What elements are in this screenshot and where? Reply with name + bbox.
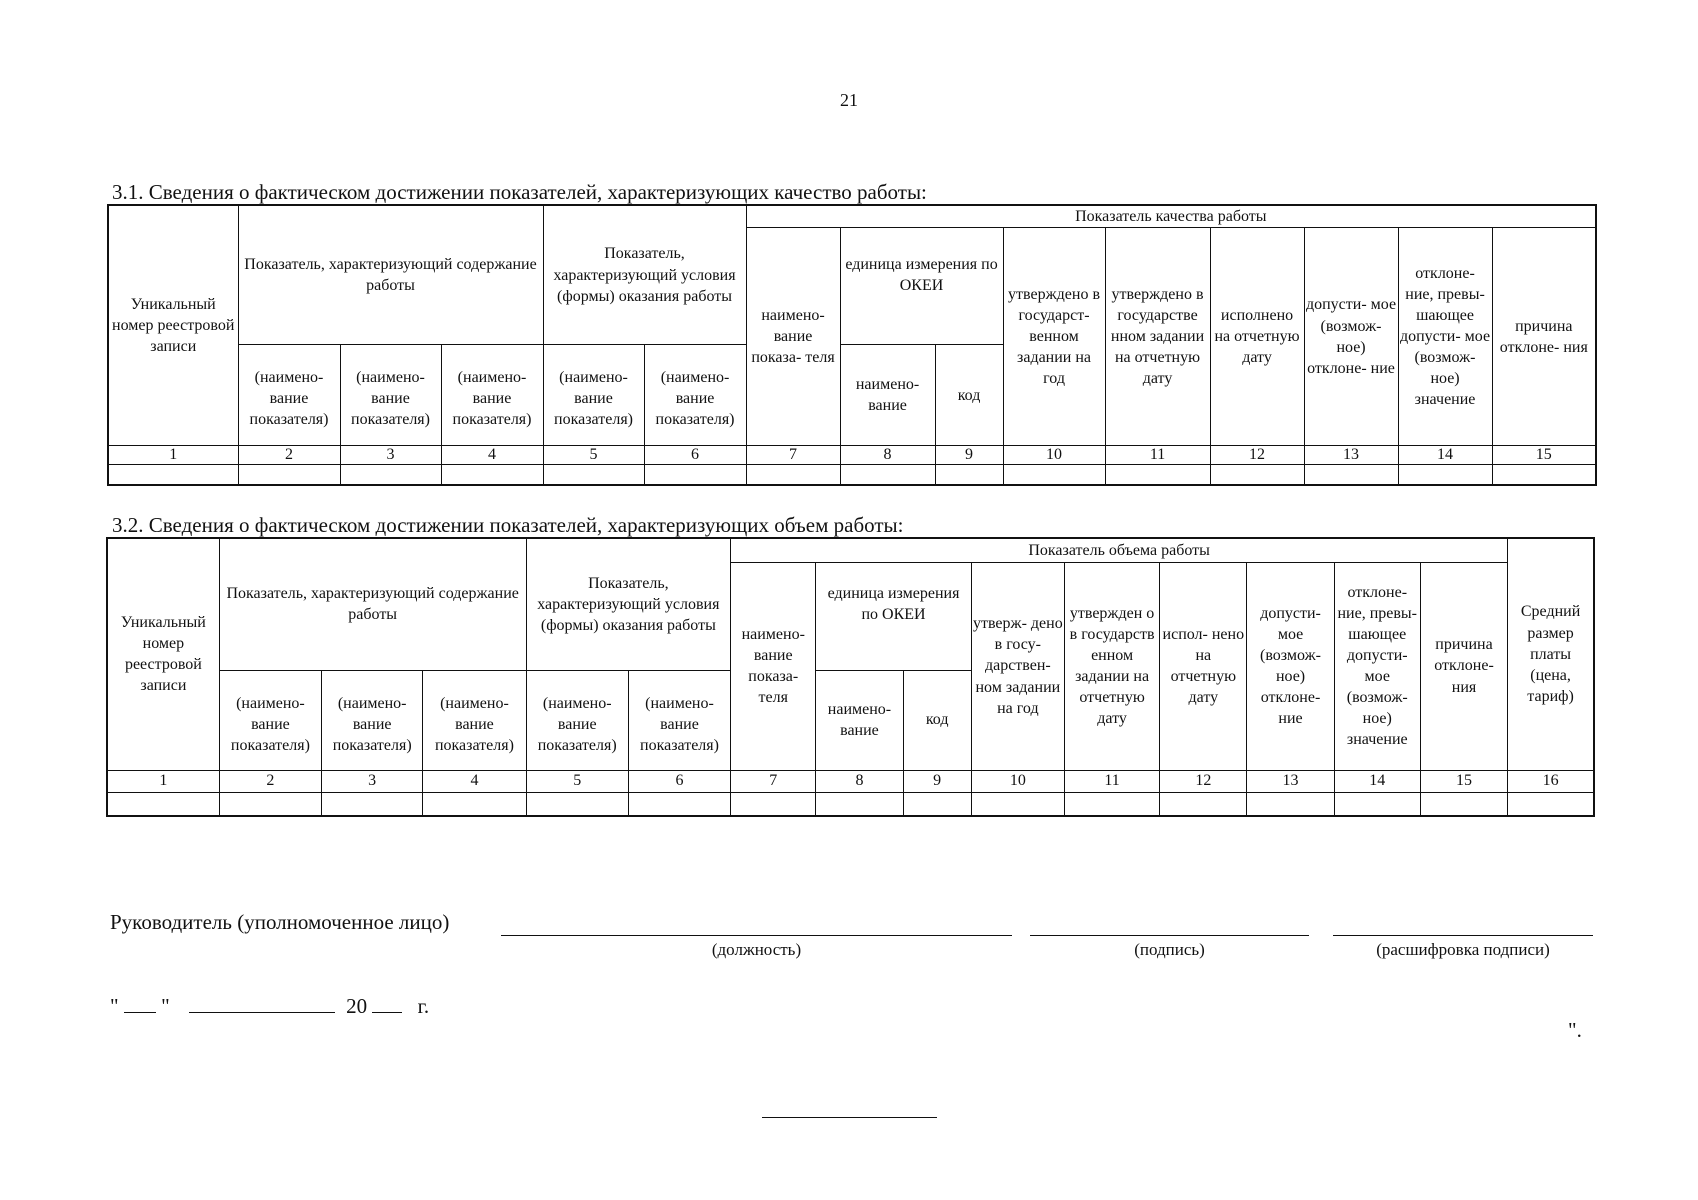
empty-cell[interactable] [107,792,219,816]
column-number: 6 [628,770,730,792]
open-quote: " [110,994,119,1018]
empty-cell[interactable] [1003,465,1105,485]
year-blank[interactable] [372,994,402,1013]
column-number: 11 [1064,770,1159,792]
empty-data-row [107,792,1594,816]
empty-cell[interactable] [322,792,423,816]
close-quote: " [161,994,170,1018]
executed-header: испол- нено на отчетную дату [1160,562,1247,770]
column-number: 1 [107,770,219,792]
day-blank[interactable] [124,994,156,1013]
column-number: 1 [108,446,238,465]
month-blank[interactable] [189,994,335,1013]
column-number: 2 [238,446,340,465]
date-line [110,994,429,1019]
unique-number-header: Уникальный номер реестровой записи [107,538,219,770]
signature-caption: (подпись) [1134,940,1205,959]
column-number: 9 [903,770,971,792]
unit-name-header: наимено- вание [816,670,903,770]
empty-cell[interactable] [108,465,238,485]
empty-cell[interactable] [441,465,543,485]
indicator-name-header: наимено- вание показа- теля [731,562,816,770]
volume-group-header: Показатель объема работы [731,538,1508,562]
empty-cell[interactable] [1398,465,1492,485]
empty-cell[interactable] [526,792,628,816]
empty-cell[interactable] [1334,792,1420,816]
quality-table [107,204,1597,486]
column-number: 10 [1003,446,1105,465]
empty-cell[interactable] [935,465,1003,485]
sub-indicator-name: (наимено- вание показателя) [340,345,441,446]
column-number: 8 [816,770,903,792]
empty-cell[interactable] [1160,792,1247,816]
column-number: 14 [1334,770,1420,792]
sub-indicator-name: (наимено- вание показателя) [441,345,543,446]
sub-indicator-name: (наимено- вание показателя) [219,670,321,770]
column-number: 12 [1160,770,1247,792]
approved-date-header: утвержден о в государств енном задании на отчетную дату [1064,562,1159,770]
sub-indicator-name: (наимено- вание показателя) [644,345,746,446]
empty-cell[interactable] [543,465,644,485]
column-number: 11 [1105,446,1210,465]
sub-indicator-name: (наимено- вание показателя) [543,345,644,446]
signature-decoding-caption: (расшифровка подписи) [1376,940,1550,959]
column-number: 15 [1492,446,1596,465]
column-number: 13 [1247,770,1334,792]
column-number: 5 [543,446,644,465]
column-number: 13 [1304,446,1398,465]
empty-cell[interactable] [219,792,321,816]
footer-rule [762,1117,937,1118]
closing-mark: ". [1568,1018,1582,1042]
column-number: 5 [526,770,628,792]
column-number: 4 [423,770,526,792]
sub-indicator-name: (наимено- вание показателя) [423,670,526,770]
executed-header: исполнено на отчетную дату [1210,228,1304,446]
page-number: 21 [840,90,858,110]
column-number-row [107,770,1594,792]
column-number: 9 [935,446,1003,465]
quality-group-header: Показатель качества работы [746,205,1596,228]
deviation-reason-header: причина отклоне- ния [1420,562,1507,770]
unit-name-header: наимено- вание [840,345,935,446]
empty-data-row [108,465,1596,485]
signature-line[interactable] [1030,935,1309,936]
column-number: 3 [340,446,441,465]
signatory-label: Руководитель (уполномоченное лицо) [110,910,450,934]
sub-indicator-name: (наимено- вание показателя) [322,670,423,770]
empty-cell[interactable] [971,792,1064,816]
position-line[interactable] [501,935,1012,936]
content-header: Показатель, характеризующий содержание работы [219,538,526,670]
approved-year-header: утверж- дено в госу- дарствен- ном задании на год [971,562,1064,770]
sub-indicator-name: (наимено- вание показателя) [238,345,340,446]
column-number: 14 [1398,446,1492,465]
volume-table [106,537,1595,817]
column-number: 7 [746,446,840,465]
unit-code-header: код [935,345,1003,446]
column-number: 2 [219,770,321,792]
year-suffix: г. [417,994,430,1018]
empty-cell[interactable] [840,465,935,485]
year-prefix: 20 [346,994,368,1018]
approved-date-header: утверждено в государстве нном задании на отчетную дату [1105,228,1210,446]
sub-indicator-name: (наимено- вание показателя) [526,670,628,770]
unit-header: единица измерения по ОКЕИ [816,562,971,670]
deviation-reason-header: причина отклоне- ния [1492,228,1596,446]
content-header: Показатель, характеризующий содержание работы [238,205,543,345]
approved-year-header: утверждено в государст- венном задании на год [1003,228,1105,446]
column-number: 15 [1420,770,1507,792]
column-number: 6 [644,446,746,465]
empty-cell[interactable] [238,465,340,485]
allowed-deviation-header: допусти- мое (возмож- ное) отклоне- ние [1304,228,1398,446]
conditions-header: Показатель, характеризующий условия (формы) оказания работы [526,538,731,670]
empty-cell[interactable] [746,465,840,485]
empty-cell[interactable] [816,792,903,816]
empty-cell[interactable] [731,792,816,816]
empty-cell[interactable] [628,792,730,816]
unit-header: единица измерения по ОКЕИ [840,228,1003,345]
empty-cell[interactable] [1508,792,1594,816]
empty-cell[interactable] [1304,465,1398,485]
empty-cell[interactable] [1247,792,1334,816]
empty-cell[interactable] [903,792,971,816]
column-number: 10 [971,770,1064,792]
unit-code-header: код [903,670,971,770]
empty-cell[interactable] [644,465,746,485]
empty-cell[interactable] [1492,465,1596,485]
section-3-2-title: 3.2. Сведения о фактическом достижении показателей, характеризующих объем работы: [112,513,904,537]
unique-number-header: Уникальный номер реестровой записи [108,205,238,446]
allowed-deviation-header: допусти- мое (возмож- ное) отклоне- ние [1247,562,1334,770]
column-number: 12 [1210,446,1304,465]
column-number: 7 [731,770,816,792]
empty-cell[interactable] [1210,465,1304,485]
empty-cell[interactable] [1064,792,1159,816]
average-fee-header: Средний размер платы (цена, тариф) [1508,538,1594,770]
column-number: 4 [441,446,543,465]
section-3-1-title: 3.1. Сведения о фактическом достижении показателей, характеризующих качество работы: [112,180,927,204]
sub-indicator-name: (наимено- вание показателя) [628,670,730,770]
exceeding-deviation-header: отклоне- ние, превы- шающее допусти- мое (возмож- ное) значение [1398,228,1492,446]
column-number: 3 [322,770,423,792]
empty-cell[interactable] [423,792,526,816]
empty-cell[interactable] [1420,792,1507,816]
indicator-name-header: наимено- вание показа- теля [746,228,840,446]
position-caption: (должность) [711,940,802,959]
empty-cell[interactable] [340,465,441,485]
exceeding-deviation-header: отклоне- ние, превы- шающее допусти- мое (возмож- ное) значение [1334,562,1420,770]
column-number: 16 [1508,770,1594,792]
column-number: 8 [840,446,935,465]
empty-cell[interactable] [1105,465,1210,485]
column-number-row [108,446,1596,465]
signature-decoding-line[interactable] [1333,935,1593,936]
conditions-header: Показатель, характеризующий условия (формы) оказания работы [543,205,746,345]
